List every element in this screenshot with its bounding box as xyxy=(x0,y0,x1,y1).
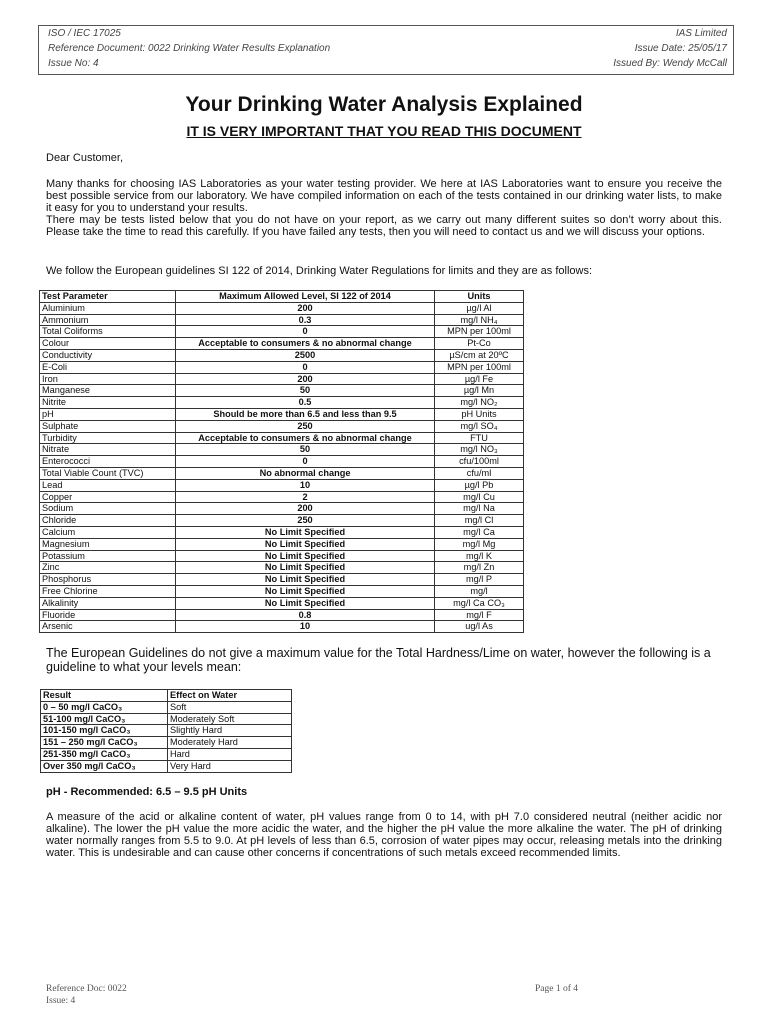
table-row xyxy=(40,361,524,373)
table-row xyxy=(40,326,524,338)
table-row xyxy=(40,338,524,350)
table-cell: No Limit Specified xyxy=(176,550,435,562)
table-cell: Moderately Hard xyxy=(168,737,292,749)
table-cell: cfu/ml xyxy=(435,467,524,479)
table-cell: Acceptable to consumers & no abnormal change xyxy=(176,338,435,350)
table-cell: Free Chlorine xyxy=(40,585,176,597)
table-cell: MPN per 100ml xyxy=(435,361,524,373)
table-row xyxy=(40,467,524,479)
table-cell: 0 – 50 mg/l CaCO₃ xyxy=(41,701,168,713)
table-cell: Moderately Soft xyxy=(168,713,292,725)
table-row xyxy=(40,397,524,409)
ph-heading: pH - Recommended: 6.5 – 9.5 pH Units xyxy=(46,786,248,798)
table-cell: µg/l Fe xyxy=(435,373,524,385)
hardness-intro: The European Guidelines do not give a maximum value for the Total Hardness/Lime on water, however the following is a guideline to what your levels mean: xyxy=(46,646,711,674)
table-cell: 0.8 xyxy=(176,609,435,621)
page-subtitle: IT IS VERY IMPORTANT THAT YOU READ THIS DOCUMENT xyxy=(186,123,582,139)
table-cell: 0 xyxy=(176,326,435,338)
company-label: IAS Limited xyxy=(675,28,727,39)
table-cell: mg/l xyxy=(435,585,524,597)
greeting: Dear Customer, xyxy=(46,152,124,164)
standard-label: ISO / IEC 17025 xyxy=(48,28,121,39)
table-row xyxy=(40,408,524,420)
table-row xyxy=(40,597,524,609)
table-cell: Very Hard xyxy=(168,760,292,772)
table-cell: Nitrate xyxy=(40,444,176,456)
table-cell: No abnormal change xyxy=(176,467,435,479)
table-cell: pH xyxy=(40,408,176,420)
table-row xyxy=(40,562,524,574)
table-row xyxy=(40,373,524,385)
table-cell: Magnesium xyxy=(40,538,176,550)
table-cell: ug/l As xyxy=(435,621,524,633)
table-cell: pH Units xyxy=(435,408,524,420)
table-row xyxy=(40,456,524,468)
table-cell: µg/l Al xyxy=(435,302,524,314)
table-cell: No Limit Specified xyxy=(176,597,435,609)
table-row xyxy=(40,479,524,491)
reference-label: Reference Document: 0022 Drinking Water Results Explanation xyxy=(48,43,331,54)
table-row xyxy=(40,503,524,515)
table-cell: MPN per 100ml xyxy=(435,326,524,338)
table-cell: µg/l Mn xyxy=(435,385,524,397)
limits-table xyxy=(39,290,524,633)
footer-issue: Issue: 4 xyxy=(46,996,76,1006)
table-cell: 0.3 xyxy=(176,314,435,326)
table-row xyxy=(40,538,524,550)
table-cell: Should be more than 6.5 and less than 9.5 xyxy=(176,408,435,420)
table-cell: Colour xyxy=(40,338,176,350)
table-header-row xyxy=(40,291,524,303)
table-cell: FTU xyxy=(435,432,524,444)
table-cell: 0 xyxy=(176,456,435,468)
table-cell: Pt-Co xyxy=(435,338,524,350)
table-cell: µg/l Pb xyxy=(435,479,524,491)
table-cell: 200 xyxy=(176,503,435,515)
table-row xyxy=(40,574,524,586)
table-cell: Total Coliforms xyxy=(40,326,176,338)
table-row xyxy=(40,609,524,621)
table-cell: 2 xyxy=(176,491,435,503)
table-cell: Manganese xyxy=(40,385,176,397)
table-cell: Hard xyxy=(168,748,292,760)
table-row xyxy=(40,491,524,503)
table-cell: mg/l P xyxy=(435,574,524,586)
table-cell: Turbidity xyxy=(40,432,176,444)
table-row xyxy=(40,444,524,456)
table-cell: Nitrite xyxy=(40,397,176,409)
intro-paragraph-2: There may be tests listed below that you do not have on your report, as we carry out many different suites so don’t worry about this. Please take the time to read this carefully. If you have failed any tests, then you will need to contact us and we will discuss your options. xyxy=(46,214,722,238)
document-header-box xyxy=(38,25,734,75)
table-cell: mg/l NO₃ xyxy=(435,444,524,456)
table-cell: Potassium xyxy=(40,550,176,562)
table-cell: 10 xyxy=(176,479,435,491)
table-row xyxy=(40,302,524,314)
table-cell: mg/l Ca CO₃ xyxy=(435,597,524,609)
table-cell: mg/l F xyxy=(435,609,524,621)
table-cell: Aluminium xyxy=(40,302,176,314)
table-row xyxy=(40,349,524,361)
table-cell: 0 xyxy=(176,361,435,373)
table-cell: Phosphorus xyxy=(40,574,176,586)
table-cell: Acceptable to consumers & no abnormal change xyxy=(176,432,435,444)
table-row xyxy=(40,585,524,597)
page-title: Your Drinking Water Analysis Explained xyxy=(185,93,583,116)
column-header: Test Parameter xyxy=(40,291,176,303)
table-row xyxy=(40,314,524,326)
table-cell: Iron xyxy=(40,373,176,385)
table-cell: 250 xyxy=(176,515,435,527)
hardness-table xyxy=(40,689,292,773)
table-row xyxy=(40,621,524,633)
table-row xyxy=(40,515,524,527)
table-row xyxy=(40,526,524,538)
table-cell: Ammonium xyxy=(40,314,176,326)
table-cell: No Limit Specified xyxy=(176,538,435,550)
table-row xyxy=(41,737,292,749)
table-cell: mg/l Cl xyxy=(435,515,524,527)
table-cell: Chloride xyxy=(40,515,176,527)
table-cell: 10 xyxy=(176,621,435,633)
table-cell: 200 xyxy=(176,373,435,385)
table-cell: Soft xyxy=(168,701,292,713)
table-cell: Sodium xyxy=(40,503,176,515)
table-cell: Alkalinity xyxy=(40,597,176,609)
table-cell: Sulphate xyxy=(40,420,176,432)
table-cell: 151 – 250 mg/l CaCO₃ xyxy=(41,737,168,749)
table-cell: Slightly Hard xyxy=(168,725,292,737)
table-cell: Zinc xyxy=(40,562,176,574)
issue-no-label: Issue No: 4 xyxy=(48,58,99,69)
issue-date-label: Issue Date: 25/05/17 xyxy=(634,43,727,54)
table-cell: 250 xyxy=(176,420,435,432)
table-cell: Conductivity xyxy=(40,349,176,361)
table-cell: Arsenic xyxy=(40,621,176,633)
table-cell: Total Viable Count (TVC) xyxy=(40,467,176,479)
column-header: Effect on Water xyxy=(168,690,292,702)
column-header: Result xyxy=(41,690,168,702)
table-cell: mg/l NH₄ xyxy=(435,314,524,326)
issued-by-label: Issued By: Wendy McCall xyxy=(613,58,727,69)
table-cell: No Limit Specified xyxy=(176,574,435,586)
table-cell: Fluoride xyxy=(40,609,176,621)
table-cell: Enterococci xyxy=(40,456,176,468)
table-cell: No Limit Specified xyxy=(176,585,435,597)
guidelines-text: We follow the European guidelines SI 122 of 2014, Drinking Water Regulations for limits and they are as follows: xyxy=(46,265,593,277)
table-cell: cfu/100ml xyxy=(435,456,524,468)
table-row xyxy=(41,748,292,760)
ph-paragraph: A measure of the acid or alkaline content of water, pH values range from 0 to 14, with pH 7.0 considered neutral (neither acidic nor alkaline). The lower the pH value the more acidic the water, and the higher the pH value the more alkaline the water. The pH of drinking water normally ranges from 5.5 to 9.0. At pH levels of less than 6.5, corrosion of water pipes may occur, releasing metals into the drinking water. This is undesirable and can cause other concerns if concentrations of such metals exceed recommended limits. xyxy=(46,811,722,859)
table-cell: mg/l K xyxy=(435,550,524,562)
table-cell: No Limit Specified xyxy=(176,562,435,574)
table-row xyxy=(40,550,524,562)
table-cell: 50 xyxy=(176,444,435,456)
table-cell: 2500 xyxy=(176,349,435,361)
table-cell: Copper xyxy=(40,491,176,503)
table-cell: mg/l Zn xyxy=(435,562,524,574)
table-cell: mg/l SO₄ xyxy=(435,420,524,432)
table-cell: 101-150 mg/l CaCO₃ xyxy=(41,725,168,737)
table-header-row xyxy=(41,690,292,702)
table-row xyxy=(41,760,292,772)
table-cell: µS/cm at 20ºC xyxy=(435,349,524,361)
column-header: Units xyxy=(435,291,524,303)
footer-ref: Reference Doc: 0022 xyxy=(46,984,127,994)
table-cell: mg/l NO₂ xyxy=(435,397,524,409)
table-row xyxy=(40,420,524,432)
table-cell: mg/l Na xyxy=(435,503,524,515)
table-row xyxy=(41,701,292,713)
table-cell: No Limit Specified xyxy=(176,526,435,538)
table-cell: mg/l Mg xyxy=(435,538,524,550)
column-header: Maximum Allowed Level, SI 122 of 2014 xyxy=(176,291,435,303)
table-cell: E-Coli xyxy=(40,361,176,373)
table-row xyxy=(40,385,524,397)
table-cell: 51-100 mg/l CaCO₃ xyxy=(41,713,168,725)
table-cell: Calcium xyxy=(40,526,176,538)
table-cell: 0.5 xyxy=(176,397,435,409)
footer-page: Page 1 of 4 xyxy=(535,984,579,994)
table-cell: 200 xyxy=(176,302,435,314)
table-cell: 251-350 mg/l CaCO₃ xyxy=(41,748,168,760)
table-cell: Lead xyxy=(40,479,176,491)
table-cell: 50 xyxy=(176,385,435,397)
table-cell: mg/l Cu xyxy=(435,491,524,503)
intro-paragraph-1: Many thanks for choosing IAS Laboratories as your water testing provider. We here at IAS Laboratories want to ensure you receive the best possible service from our laboratory. We have compiled information on each of the tests contained in our drinking water lists, to make it easy for you to understand your results. xyxy=(46,178,722,214)
table-cell: Over 350 mg/l CaCO₃ xyxy=(41,760,168,772)
table-row xyxy=(41,713,292,725)
table-row xyxy=(41,725,292,737)
table-cell: mg/l Ca xyxy=(435,526,524,538)
table-row xyxy=(40,432,524,444)
